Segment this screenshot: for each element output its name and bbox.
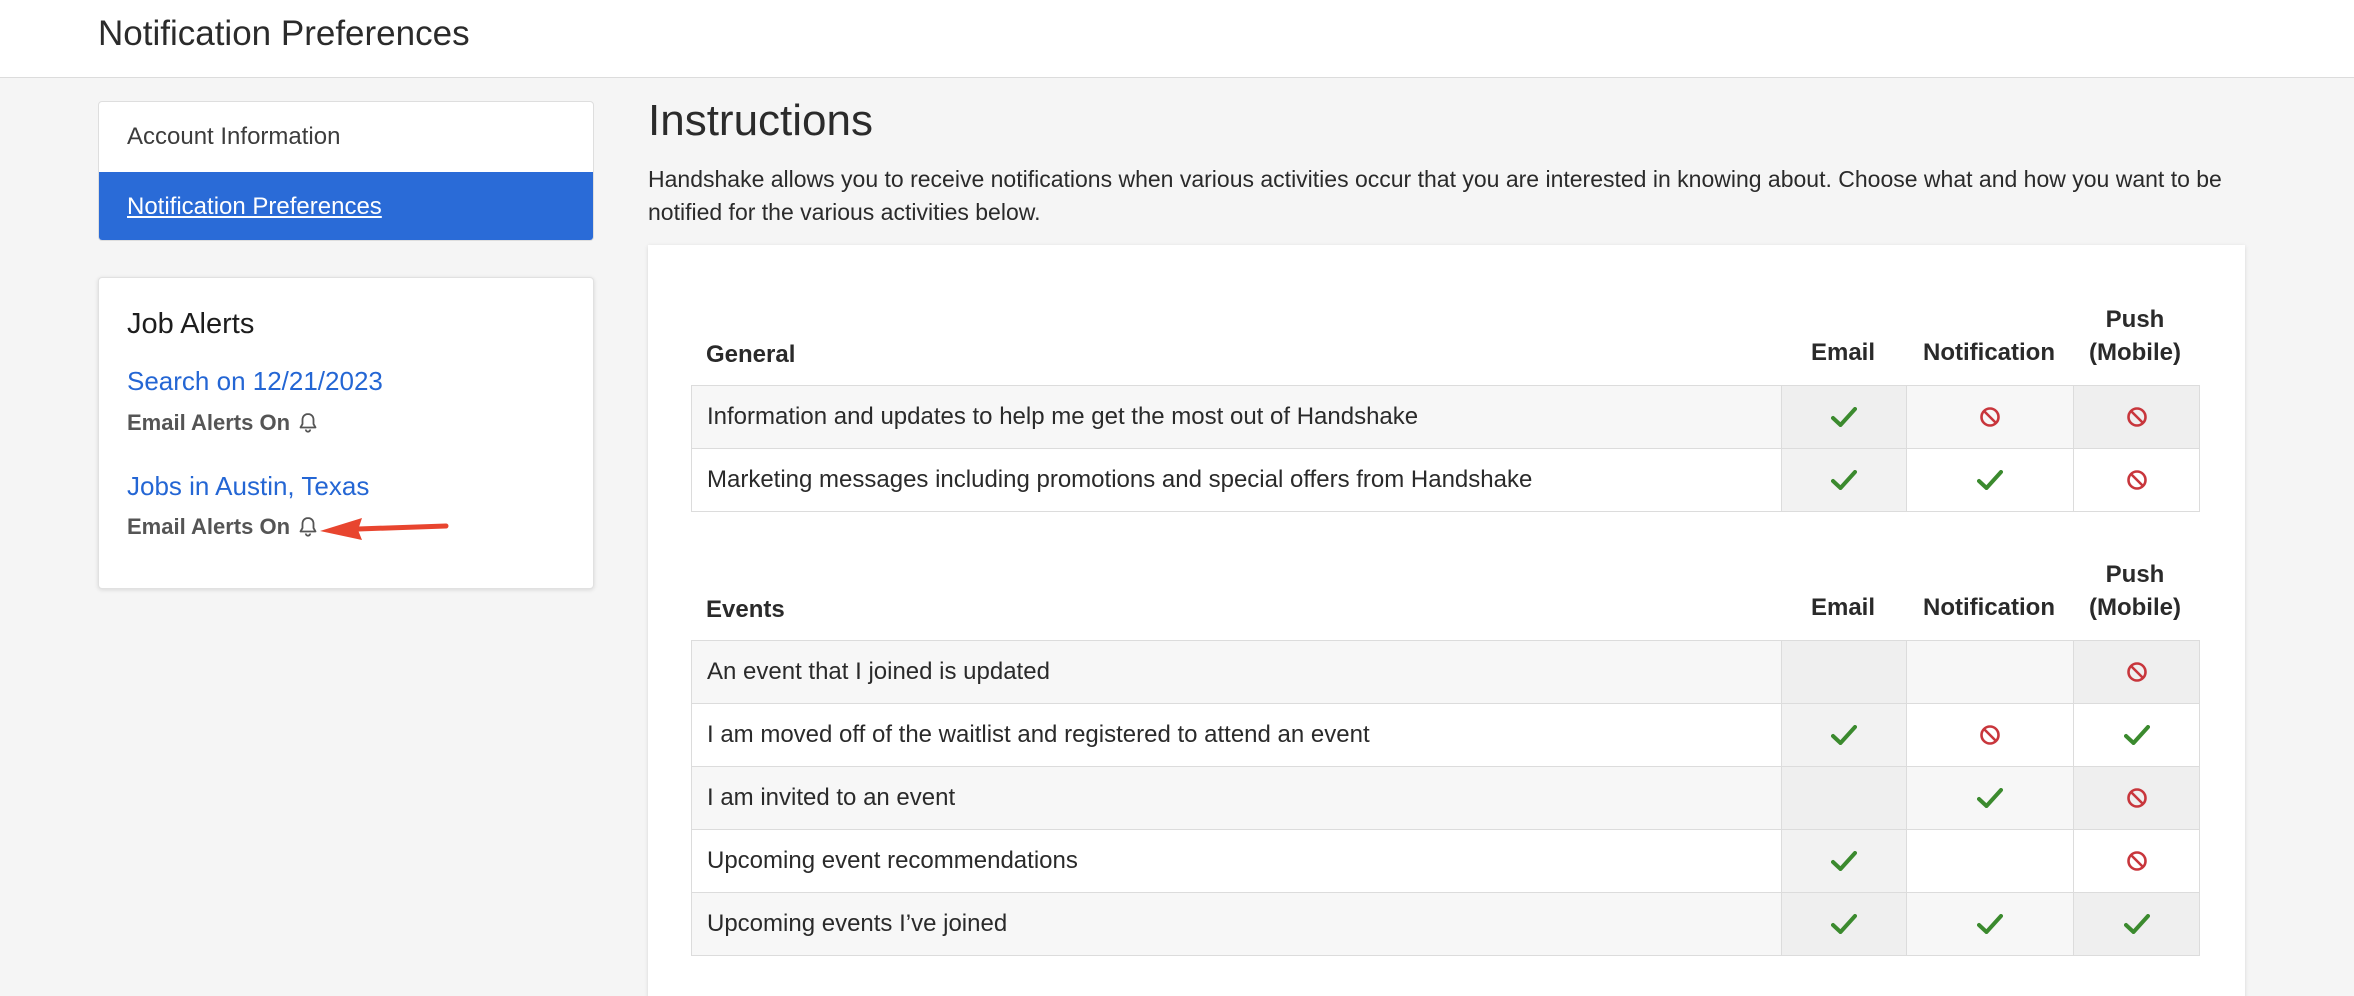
- notification-toggle-cell[interactable]: [1907, 830, 2073, 892]
- check-icon[interactable]: [1977, 788, 2003, 808]
- section-rows-events: [691, 640, 2200, 956]
- nav-item-account-information[interactable]: Account Information: [127, 123, 341, 150]
- push-toggle-cell[interactable]: [2073, 704, 2199, 766]
- check-icon[interactable]: [1831, 407, 1857, 427]
- check-icon[interactable]: [1831, 914, 1857, 934]
- instructions-text: Handshake allows you to receive notifications when various activities occur that you are interested in knowing about. Choose what and how you want to be notified for the various activities below.: [648, 166, 2222, 225]
- preferences-table-card: [648, 245, 2245, 996]
- instructions-title: Instructions: [648, 96, 873, 145]
- job-alert-link[interactable]: Jobs in Austin, Texas: [127, 471, 370, 501]
- preference-row: [692, 893, 2199, 956]
- push-toggle-cell[interactable]: [2073, 449, 2199, 511]
- job-alert-status: [127, 514, 318, 540]
- column-header-push: Push (Mobile): [2089, 561, 2181, 621]
- blocked-icon[interactable]: [1979, 724, 2001, 746]
- job-alerts-title: Job Alerts: [127, 308, 255, 340]
- email-toggle-cell[interactable]: [1781, 767, 1907, 829]
- top-header: [0, 0, 2354, 78]
- email-toggle-cell[interactable]: [1781, 704, 1907, 766]
- section-header-events: [691, 541, 2200, 640]
- settings-nav: [98, 101, 594, 241]
- push-toggle-cell[interactable]: [2073, 830, 2199, 892]
- preference-label: I am moved off of the waitlist and registered to attend an event: [707, 721, 1370, 748]
- check-icon[interactable]: [1831, 470, 1857, 490]
- bell-icon[interactable]: [298, 412, 318, 434]
- push-toggle-cell[interactable]: [2073, 641, 2199, 703]
- notification-toggle-cell[interactable]: [1907, 386, 2073, 448]
- blocked-icon[interactable]: [2126, 661, 2148, 683]
- job-alert-link[interactable]: Search on 12/21/2023: [127, 366, 383, 396]
- check-icon[interactable]: [1977, 470, 2003, 490]
- preference-row: [692, 830, 2199, 893]
- push-toggle-cell[interactable]: [2073, 386, 2199, 448]
- email-toggle-cell[interactable]: [1781, 449, 1907, 511]
- section-title: Events: [706, 596, 785, 623]
- annotation-arrow: [318, 510, 450, 545]
- notification-toggle-cell[interactable]: [1907, 704, 2073, 766]
- blocked-icon[interactable]: [2126, 787, 2148, 809]
- preference-label: An event that I joined is updated: [707, 658, 1050, 685]
- check-icon[interactable]: [2124, 725, 2150, 745]
- push-toggle-cell[interactable]: [2073, 767, 2199, 829]
- job-alert-status-label: Email Alerts On: [127, 514, 291, 539]
- email-toggle-cell[interactable]: [1781, 830, 1907, 892]
- notification-toggle-cell[interactable]: [1907, 449, 2073, 511]
- column-header-email: Email: [1810, 594, 1876, 621]
- check-icon[interactable]: [1831, 851, 1857, 871]
- push-toggle-cell[interactable]: [2073, 893, 2199, 955]
- blocked-icon[interactable]: [1979, 406, 2001, 428]
- section-title: General: [706, 341, 796, 368]
- column-header-notification: Notification: [1923, 339, 2055, 366]
- column-header-push: Push (Mobile): [2089, 306, 2181, 366]
- email-toggle-cell[interactable]: [1781, 893, 1907, 955]
- check-icon[interactable]: [2124, 914, 2150, 934]
- job-alert-status-label: Email Alerts On: [127, 410, 291, 435]
- column-header-notification: Notification: [1923, 594, 2055, 621]
- section-rows-general: [691, 385, 2200, 512]
- notification-toggle-cell[interactable]: [1907, 767, 2073, 829]
- email-toggle-cell[interactable]: [1781, 641, 1907, 703]
- check-icon[interactable]: [1977, 914, 2003, 934]
- bell-icon[interactable]: [298, 516, 318, 538]
- preference-label: Upcoming events I’ve joined: [707, 910, 1008, 937]
- preference-label: Upcoming event recommendations: [707, 847, 1078, 874]
- blocked-icon[interactable]: [2126, 469, 2148, 491]
- notification-toggle-cell[interactable]: [1907, 893, 2073, 955]
- preference-row: [692, 704, 2199, 767]
- preference-row: [692, 386, 2199, 449]
- section-header-general: [691, 245, 2200, 385]
- preference-label: I am invited to an event: [707, 784, 956, 811]
- page-title: Notification Preferences: [98, 14, 470, 53]
- blocked-icon[interactable]: [2126, 406, 2148, 428]
- preference-row: [692, 449, 2199, 512]
- preference-row: [692, 641, 2199, 704]
- notification-toggle-cell[interactable]: [1907, 641, 2073, 703]
- column-header-email: Email: [1810, 339, 1876, 366]
- preference-row: [692, 767, 2199, 830]
- preference-label: Marketing messages including promotions and special offers from Handshake: [707, 466, 1533, 493]
- job-alert-status: [127, 410, 318, 436]
- email-toggle-cell[interactable]: [1781, 386, 1907, 448]
- check-icon[interactable]: [1831, 725, 1857, 745]
- nav-item-notification-preferences[interactable]: Notification Preferences: [99, 172, 593, 241]
- preference-label: Information and updates to help me get the most out of Handshake: [707, 403, 1419, 430]
- blocked-icon[interactable]: [2126, 850, 2148, 872]
